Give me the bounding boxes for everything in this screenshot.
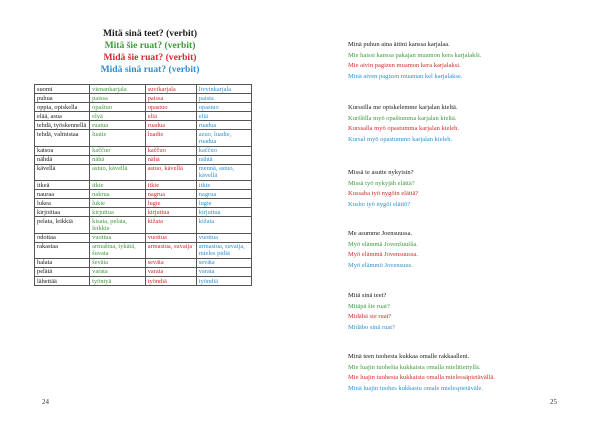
finnish-cell: suomi	[35, 85, 90, 94]
suvi-cell: astuo, kävellä	[145, 164, 196, 180]
viena-cell: ševäta	[90, 258, 146, 267]
table-row	[35, 121, 252, 130]
sentence-viena: Kurššilla myö opaštumma karjalan kieltä.	[348, 114, 457, 122]
table-row	[35, 94, 252, 103]
viena-cell: vuottua	[90, 233, 146, 242]
viena-cell: astuo, kävellä	[90, 164, 146, 180]
livvi-cell: lugie	[196, 199, 251, 208]
sentence-livvi: Midäbo sinä ruat?	[348, 323, 395, 331]
sentence-suvi: Kurssalla myö opastumma karjalan kieleh.	[348, 125, 460, 132]
table-row	[35, 258, 252, 267]
viena-cell: itkie	[90, 181, 146, 190]
table-row	[35, 103, 252, 112]
viena-cell: kisata, pelata, leikkie	[90, 217, 146, 233]
suvi-cell: eliä	[145, 112, 196, 121]
page-number-right: 25	[550, 398, 557, 406]
finnish-cell: kävellä	[35, 164, 90, 180]
viena-cell: nakrua	[90, 190, 146, 199]
sentence-suvi: Kussaba työ nygöin elättä?	[348, 190, 419, 197]
viena-cell: kaččuo	[90, 146, 146, 155]
sentence-livvi: Kursal myö opastummo karjalan kieleh.	[348, 135, 453, 143]
finnish-cell: elää, asua	[35, 112, 90, 121]
livvi-cell: nähtä	[196, 155, 251, 164]
livvi-cell: seväta	[196, 258, 251, 267]
suvi-cell: kirjuttua	[145, 208, 196, 217]
finnish-cell: pelätä	[35, 267, 90, 276]
right-page	[300, 0, 600, 426]
suvi-cell: varata	[145, 267, 196, 276]
suvi-cell: ruadua	[145, 121, 196, 130]
finnish-cell: nähdä	[35, 155, 90, 164]
suvi-cell: työndiä	[145, 277, 196, 286]
sentence-livvi: Minä aiven pagizen muaman kel karjalakse.	[348, 72, 463, 80]
heading-finnish: Mitä sinä teet? (verbit)	[102, 28, 198, 39]
table-row	[35, 233, 252, 242]
sentence-finnish: Minä teen tuohesta kukkaa omalle rakkaalleni.	[348, 353, 470, 360]
livvi-cell: kaččuo	[196, 146, 251, 155]
table-row	[35, 190, 252, 199]
viena-cell: ruatua	[90, 121, 146, 130]
viena-cell: elyä	[90, 112, 146, 121]
suvi-cell: opastuo	[145, 103, 196, 112]
finnish-cell: puhua	[35, 94, 90, 103]
finnish-cell: lähettää	[35, 277, 90, 286]
livvi-cell: ruadua	[196, 121, 251, 130]
viena-cell: armaštua, tykätä, šuvata	[90, 242, 146, 258]
sentence-viena: Mie luajin tuohešta kukkaista omalla mielitiettyllä.	[348, 363, 481, 371]
verb-table	[34, 84, 252, 286]
finnish-cell: katsoa	[35, 146, 90, 155]
table-row	[35, 242, 252, 258]
finnish-cell: kirjoittaa	[35, 208, 90, 217]
viena-cell: lukie	[90, 199, 146, 208]
livvi-cell: työndiä	[196, 277, 251, 286]
finnish-cell: tehdä, valmistaa	[35, 130, 90, 146]
table-row	[35, 164, 252, 180]
sentence-group	[348, 291, 588, 333]
viena-cell: vienankarjala	[90, 85, 146, 94]
suvi-cell: itkie	[145, 181, 196, 190]
sentence-suvi: Myö elämmä Jovensuussa.	[348, 251, 418, 258]
table-row	[35, 112, 252, 121]
table-header-row	[35, 85, 252, 94]
table-row	[35, 217, 252, 233]
sentence-finnish: Missä te asutte nykyisin?	[348, 169, 414, 176]
viena-cell: nähä	[90, 155, 146, 164]
finnish-cell: itkeä	[35, 181, 90, 190]
page-number-left: 24	[42, 398, 49, 406]
livvi-cell: varata	[196, 267, 251, 276]
livvi-cell: kižata	[196, 217, 251, 233]
heading-viena: Mitä šie ruat? (verbit)	[104, 40, 196, 51]
suvi-cell: kižata	[145, 217, 196, 233]
table-row	[35, 267, 252, 276]
sentence-livvi: Kusbo työ nygöi elättö?	[348, 200, 411, 208]
suvi-cell: nähä	[145, 155, 196, 164]
sentence-group	[348, 168, 588, 210]
heading-livvi: Midä sinä ruat? (verbit)	[100, 64, 200, 75]
suvi-cell: armastua, suvaija	[145, 242, 196, 258]
table-row	[35, 208, 252, 217]
finnish-cell: tehdä, työskennellä	[35, 121, 90, 130]
suvi-cell: paissa	[145, 94, 196, 103]
livvi-cell: opastuo	[196, 103, 251, 112]
suvi-cell: vuottua	[145, 233, 196, 242]
livvi-cell: armastua, suvaija, mieles pidiä	[196, 242, 251, 258]
livvi-cell: kirjuttua	[196, 208, 251, 217]
table-row	[35, 181, 252, 190]
sentence-finnish: Me asumme Joensuussa.	[348, 230, 413, 237]
sentence-finnish: Kurssilla me opiskelemme karjalan kieltä.	[348, 104, 458, 111]
suvi-cell: seväta	[145, 258, 196, 267]
finnish-cell: nauraa	[35, 190, 90, 199]
sentence-suvi: Mie aivin pagizen muamon kera karjalaksi.	[348, 62, 461, 69]
livvi-cell: livvinkarjala	[196, 85, 251, 94]
finnish-cell: odottaa	[35, 233, 90, 242]
sentence-livvi: Myö elämmö Jovensuus.	[348, 261, 413, 269]
sentence-group	[348, 229, 588, 271]
table-row	[35, 199, 252, 208]
viena-cell: varata	[90, 267, 146, 276]
viena-cell: paissa	[90, 94, 146, 103]
sentence-finnish: Mitä sinä teet?	[348, 292, 387, 299]
table-row	[35, 155, 252, 164]
livvi-cell: nagrua	[196, 190, 251, 199]
sentence-suvi: Midäbä sie ruat?	[348, 313, 392, 320]
finnish-cell: pelata, leikkiä	[35, 217, 90, 233]
livvi-cell: paista	[196, 94, 251, 103]
sentence-suvi: Mie luajin tuohesta kukkaista omalla mielessäpietävällä.	[348, 374, 495, 381]
suvi-cell: lugie	[145, 199, 196, 208]
finnish-cell: halata	[35, 258, 90, 267]
table-row	[35, 146, 252, 155]
sentence-livvi: Minä luajin tuohes kukkastu omale mielespietäväle.	[348, 384, 484, 392]
suvi-cell: kaččuo	[145, 146, 196, 155]
sentence-viena: Mie haissi kanssa pakajan muamon kera karjalakši.	[348, 51, 482, 59]
finnish-cell: rakastaa	[35, 242, 90, 258]
sentence-viena: Missä työ nykyjäh elättä?	[348, 179, 415, 187]
sentence-group	[348, 103, 588, 145]
viena-cell: työntyä	[90, 277, 146, 286]
livvi-cell: azuo, luadie, ruadua	[196, 130, 251, 146]
livvi-cell: vuottua	[196, 233, 251, 242]
livvi-cell: itkie	[196, 181, 251, 190]
table-row	[35, 277, 252, 286]
livvi-cell: eliä	[196, 112, 251, 121]
viena-cell: kirjuttua	[90, 208, 146, 217]
viena-cell: opaštuo	[90, 103, 146, 112]
finnish-cell: oppia, opiskella	[35, 103, 90, 112]
sentence-group	[348, 40, 588, 82]
sentence-viena: Mitäpä šie ruat?	[348, 302, 390, 310]
heading-suvi: Midä šie ruat? (verbit)	[103, 52, 197, 63]
suvi-cell: nagrua	[145, 190, 196, 199]
sentence-viena: Myö elämmä Jovenšuušša.	[348, 240, 418, 248]
finnish-cell: lukea	[35, 199, 90, 208]
viena-cell: luatie	[90, 130, 146, 146]
suvi-cell: luadie	[145, 130, 196, 146]
table-row	[35, 130, 252, 146]
livvi-cell: mennä, astuo, kävellä	[196, 164, 251, 180]
sentence-finnish: Minä puhun aina äitini kanssa karjalaa.	[348, 41, 450, 48]
sentence-group	[348, 352, 588, 394]
suvi-cell: suvikarjala	[145, 85, 196, 94]
